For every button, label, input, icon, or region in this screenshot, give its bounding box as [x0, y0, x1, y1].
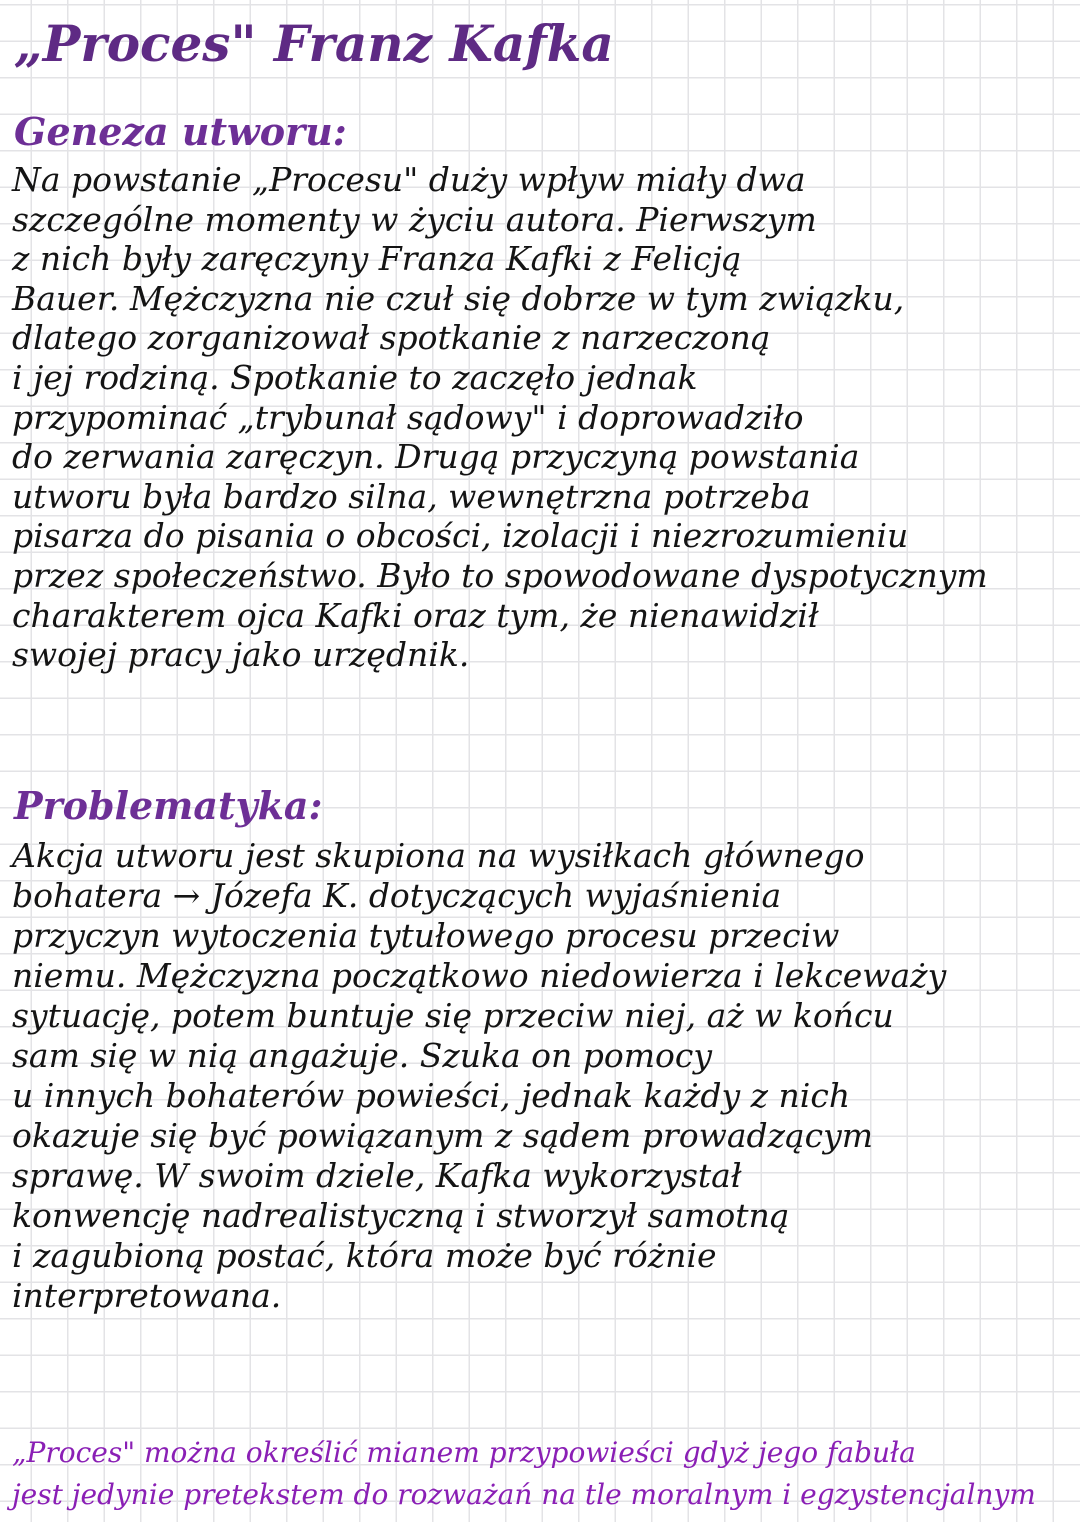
text-line: okazuje się być powiązanym z sądem prowadzącym — [12, 1116, 874, 1155]
text-line: z nich były zaręczyny Franza Kafki z Felicją — [12, 239, 742, 279]
text-line: utworu była bardzo silna, wewnętrzna potrzeba — [12, 476, 811, 516]
text-line: przyczyn wytoczenia tytułowego procesu przeciw — [12, 916, 840, 955]
summary-line: „Proces" można określić mianem przypowieści gdyż jego fabuła — [12, 1436, 916, 1469]
text-line: bohatera → Józefa K. dotyczących wyjaśnienia — [12, 876, 782, 915]
text-line: Akcja utworu jest skupiona na wysiłkach głównego — [12, 836, 865, 875]
text-line: u innych bohaterów powieści, jednak każdy z nich — [12, 1076, 851, 1115]
text-line: do zerwania zaręczyn. Drugą przyczyną powstania — [12, 437, 860, 477]
text-line: interpretowana. — [12, 1276, 282, 1315]
text-line: przypominać „trybunał sądowy" i doprowadziło — [12, 397, 804, 437]
section-body-problematyka — [12, 836, 1068, 1316]
text-line: niemu. Mężczyzna początkowo niedowierza i lekceważy — [12, 956, 947, 995]
text-line: pisarza do pisania o obcości, izolacji i niezrozumieniu — [12, 516, 909, 556]
section-body-geneza — [12, 160, 1068, 675]
text-line: sprawę. W swoim dziele, Kafka wykorzystał — [12, 1156, 742, 1195]
text-line: sam się w nią angażuje. Szuka on pomocy — [12, 1036, 713, 1075]
text-line: i zagubioną postać, która może być różnie — [12, 1236, 717, 1275]
summary-line: jest jedynie pretekstem do rozważań na tle moralnym i egzystencjalnym — [12, 1478, 1036, 1511]
text-line: przez społeczeństwo. Było to spowodowane dyspotycznym — [12, 555, 988, 595]
text-line: dlatego zorganizował spotkanie z narzeczoną — [12, 318, 771, 358]
page-title: „Proces" Franz Kafka — [14, 14, 614, 73]
text-line: szczególne momenty w życiu autora. Pierwszym — [12, 199, 817, 239]
section-heading-problematyka: Problematyka: — [14, 783, 323, 828]
text-line: konwencję nadrealistyczną i stworzył samotną — [12, 1196, 790, 1235]
section-heading-geneza: Geneza utworu: — [14, 109, 347, 154]
text-line: swojej pracy jako urzędnik. — [12, 635, 470, 675]
text-line: charakterem ojca Kafki oraz tym, że nienawidził — [12, 595, 819, 635]
summary-note — [12, 1432, 1068, 1516]
text-line: i jej rodziną. Spotkanie to zaczęło jednak — [12, 357, 698, 397]
text-line: sytuację, potem buntuje się przeciw niej, aż w końcu — [12, 996, 894, 1035]
text-line: Na powstanie „Procesu" duży wpływ miały dwa — [12, 160, 806, 199]
text-line: Bauer. Mężczyzna nie czuł się dobrze w tym związku, — [12, 278, 905, 318]
